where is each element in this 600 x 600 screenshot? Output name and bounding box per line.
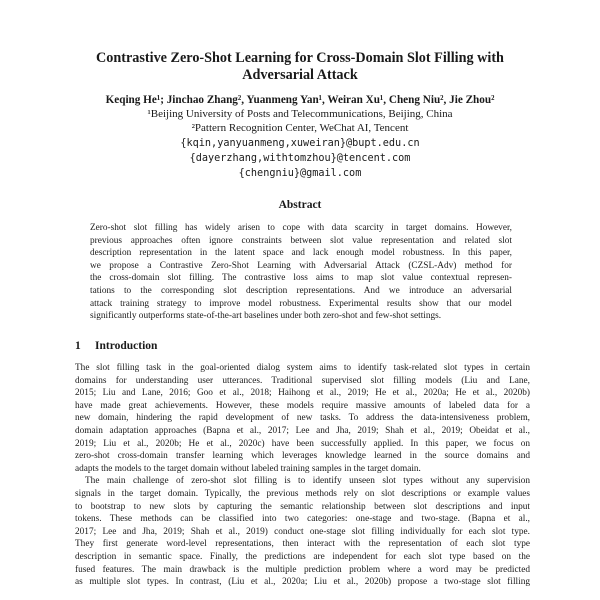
section-title: Introduction: [95, 340, 158, 352]
title-line-1: Contrastive Zero-Shot Learning for Cross-Domain Slot Filling with: [96, 50, 504, 66]
author-list: Keqing He¹; Jinchao Zhang², Yuanmeng Yan¹, Weiran Xu¹, Cheng Niu², Jie Zhou²: [105, 94, 495, 106]
email-1: {kqin,yanyuanmeng,xuweiran}@bupt.edu.cn: [180, 138, 420, 149]
body-line: The slot filling task in the goal-oriented dialog system aims to identify task-related slot types in certain: [75, 363, 530, 373]
body-line: The main challenge of zero-shot slot filling is to identify unseen slot types without any supervision: [85, 476, 530, 487]
body-line: fused features. The main drawback is the multiple prediction problem where a word may be predicted: [75, 564, 530, 575]
body-line: zero-shot cross-domain transfer learning which leverages knowledge learned in the source domains and: [75, 451, 530, 462]
title-line-2: Adversarial Attack: [242, 67, 358, 83]
body-line: new domain, hindering the rapid development of new tasks. To address the data-intensiveness problem,: [75, 413, 530, 424]
affiliation-2: ²Pattern Recognition Center, WeChat AI, Tencent: [191, 122, 409, 134]
section-number: 1: [75, 340, 81, 352]
abstract-line: attack training strategy to improve model robustness. Experimental results show that our model: [90, 298, 512, 309]
paper-title: [60, 50, 540, 84]
email-3: {chengniu}@gmail.com: [238, 168, 362, 179]
body-line: domain adaptation approaches (Bapna et al., 2017; Lee and Jha, 2019; Shah et al., 2019; Obeidat et al.,: [75, 425, 530, 436]
affiliation-1: ¹Beijing University of Posts and Telecommunications, Beijing, China: [147, 108, 453, 120]
body-line: as multiple slot types. In contrast, (Liu et al., 2020a; Liu et al., 2020b) propose a two-stage slot filling: [75, 577, 530, 588]
body-line: 2015; Liu and Lane, 2016; Goo et al., 2018; Haihong et al., 2019; He et al., 2020a; He et al., 2020b): [75, 388, 530, 399]
section-heading-introduction: [75, 340, 157, 352]
body-line: 2019; Liu et al., 2020b; He et al., 2020c) have been successfully applied. In this paper, we focus on: [75, 438, 530, 449]
introduction-body: [75, 362, 530, 589]
abstract-line: the cross-domain slot filling. The contrastive loss aims to map slot value contextual represen-: [90, 273, 512, 284]
body-line: to bootstrap to new slots by capturing the semantic relationship between slot descriptions and input: [75, 501, 530, 512]
abstract-heading: Abstract: [278, 199, 322, 211]
body-line: description in semantic space. Finally, the predictions are independent for each slot type based on the: [75, 551, 530, 562]
body-line: have made great achievements. However, these models require massive amounts of labeled data for a: [75, 400, 530, 411]
abstract-line: significantly outperforms state-of-the-art baselines under both zero-shot and few-shot settings.: [90, 311, 442, 322]
abstract-line: previous approaches often ignore constraints between slot value representation and related slot: [90, 235, 512, 246]
body-line: They first generate word-level representations, then interact with the representation of each slot type: [75, 539, 530, 550]
body-line: signals in the target domain. Typically, the previous methods rely on slot descriptions or example values: [75, 488, 530, 499]
email-2: {dayerzhang,withtomzhou}@tencent.com: [189, 153, 411, 164]
body-line: domains for understanding user utterances. Traditional supervised slot filling models (Liu and Lane,: [75, 375, 530, 386]
abstract-line: description representation in the latent space and lack enough model robustness. In this paper,: [90, 248, 512, 259]
abstract-line: we propose a Contrastive Zero-Shot Learning with Adversarial Attack (CZSL-Adv) method for: [90, 260, 512, 271]
body-line: tokens. These methods can be classified into two categories: one-stage and two-stage. (Bapna et al.,: [75, 514, 530, 525]
abstract-line: tations to the corresponding slot description representations. And we introduce an adversarial: [90, 285, 512, 296]
body-line: adapts the models to the target domain without labeled training samples in the target domain.: [75, 463, 421, 474]
abstract-line: Zero-shot slot filling has widely arisen to cope with data scarcity in target domains. However,: [90, 223, 512, 233]
body-line: 2017; Lee and Jha, 2019; Shah et al., 2019) conduct one-stage slot filling individually for each slot type.: [75, 526, 530, 537]
abstract-body: [90, 222, 512, 323]
